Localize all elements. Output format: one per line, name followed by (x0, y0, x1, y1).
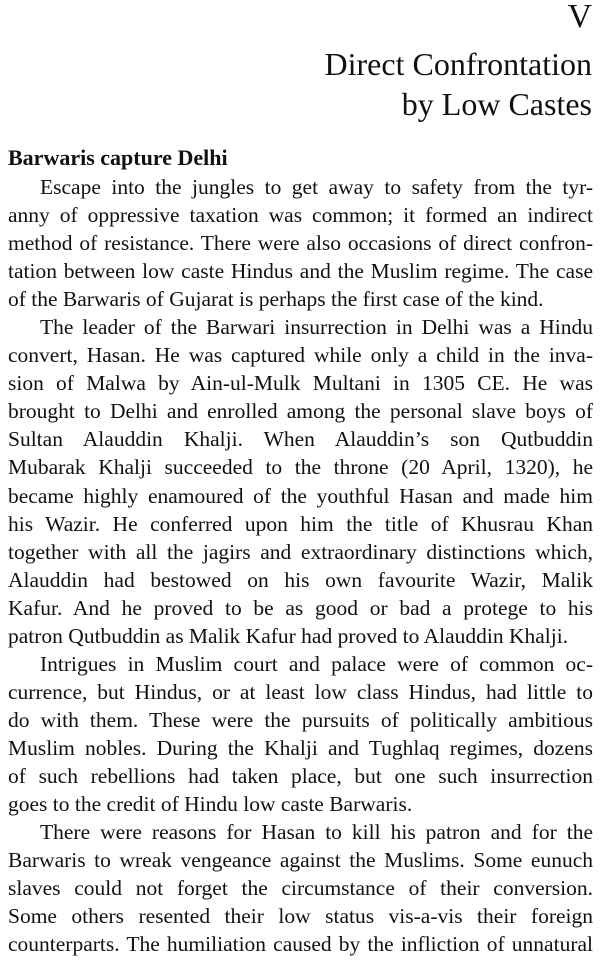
paragraph (8, 173, 593, 313)
chapter-title (325, 44, 592, 124)
body-text (8, 173, 593, 958)
text-line: Kafur. And he proved to be as good or bad a protege to his (8, 595, 593, 620)
text-line: Intrigues in Muslim court and palace were of common oc- (40, 651, 593, 676)
text-line: Sultan Alauddin Khalji. When Alauddin’s son Qutbuddin (8, 427, 593, 452)
text-line: slaves could not forget the circumstance of their conversion. (8, 876, 593, 901)
section-heading: Barwaris capture Delhi (8, 145, 228, 170)
paragraph (8, 650, 593, 818)
text-line: patron Qutbuddin as Malik Kafur had proved to Alauddin Khalji. (8, 623, 569, 648)
text-line: Muslim nobles. During the Khalji and Tughlaq regimes, dozens (8, 735, 593, 760)
text-line: brought to Delhi and enrolled among the personal slave boys of (8, 399, 593, 424)
text-line: of such rebellions had taken place, but one such insurrection (8, 763, 593, 788)
text-line: became highly enamoured of the youthful Hasan and made him (8, 483, 593, 508)
text-line: together with all the jagirs and extraordinary distinctions which, (8, 539, 593, 564)
text-line: There were reasons for Hasan to kill his patron and for the (40, 820, 593, 845)
text-line: sion of Malwa by Ain-ul-Mulk Multani in 1305 CE. He was (8, 371, 593, 396)
text-line: do with them. These were the pursuits of politically ambitious (8, 707, 593, 732)
text-line: Alauddin had bestowed on his own favourite Wazir, Malik (8, 567, 593, 592)
text-line: method of resistance. There were also occasions of direct confron- (8, 231, 593, 256)
text-line: Mubarak Khalji succeeded to the throne (20 April, 1320), he (8, 455, 593, 480)
text-line: counterparts. The humiliation caused by the infliction of unnatural (8, 932, 593, 957)
text-line: Barwaris to wreak vengeance against the Muslims. Some eunuch (8, 848, 593, 873)
text-line: Some others resented their low status vis-a-vis their foreign (8, 904, 593, 929)
text-line: Escape into the jungles to get away to safety from the tyr- (40, 175, 593, 199)
chapter-title-line: Direct Confrontation (324, 46, 592, 82)
text-line: of the Barwaris of Gujarat is perhaps the first case of the kind. (8, 287, 544, 312)
chapter-number: V (567, 0, 592, 35)
text-line: The leader of the Barwari insurrection in Delhi was a Hindu (40, 315, 593, 340)
paragraph (8, 313, 593, 650)
text-line: convert, Hasan. He was captured while only a child in the inva- (8, 343, 593, 368)
paragraph (8, 818, 593, 958)
text-line: his Wazir. He conferred upon him the title of Khusrau Khan (8, 511, 593, 536)
text-line: anny of oppressive taxation was common; it formed an indirect (8, 203, 593, 228)
text-line: goes to the credit of Hindu low caste Barwaris. (8, 792, 413, 817)
text-line: tation between low caste Hindus and the Muslim regime. The case (8, 259, 593, 284)
chapter-title-line: by Low Castes (401, 86, 592, 122)
text-line: currence, but Hindus, or at least low class Hindus, had little to (8, 679, 593, 704)
